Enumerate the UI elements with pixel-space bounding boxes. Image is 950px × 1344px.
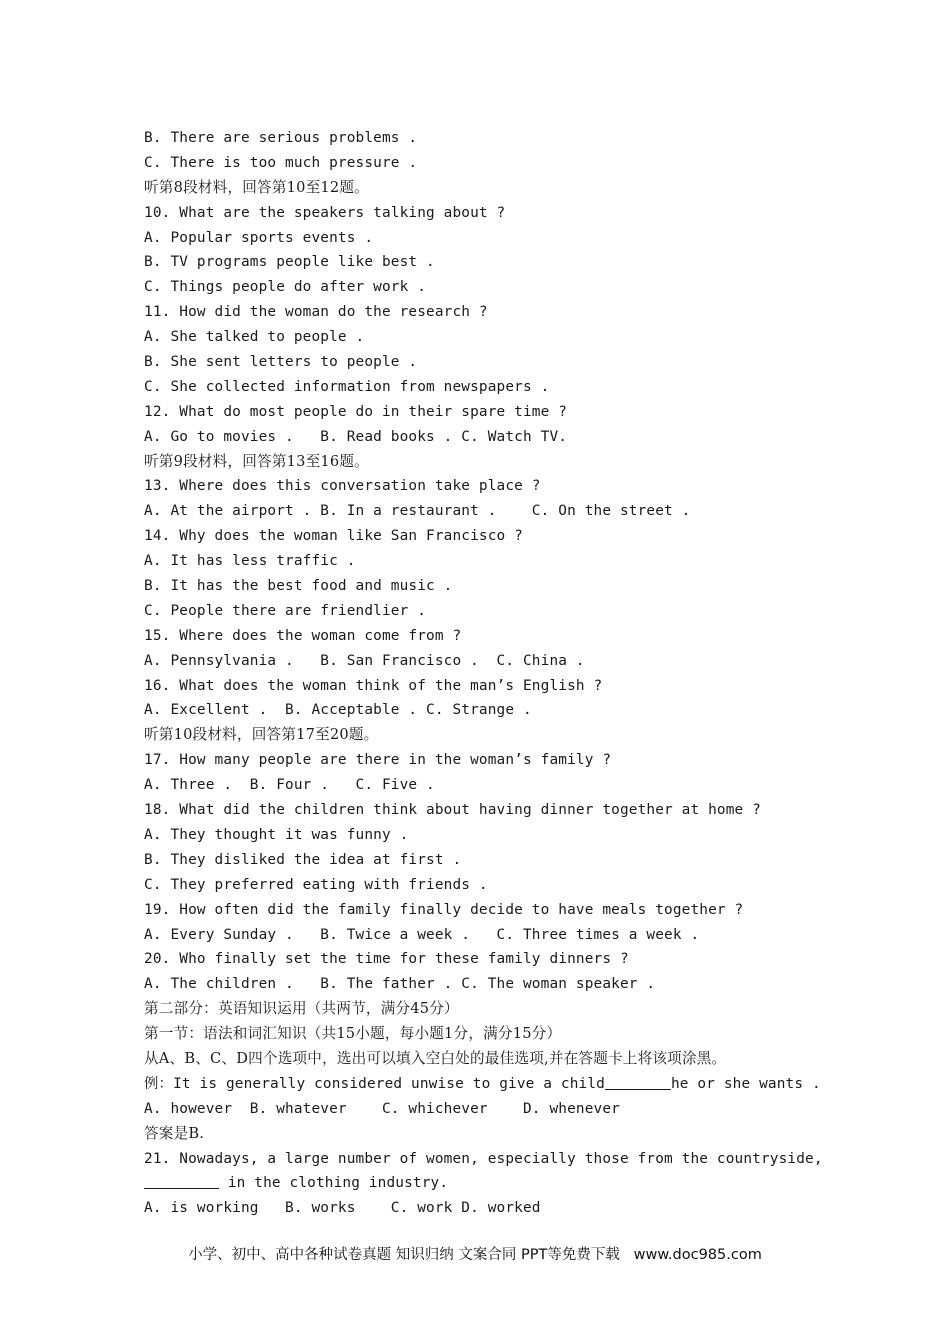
question-line: 12. What do most people do in their spare time ? bbox=[144, 403, 568, 420]
question-line: 19. How often did the family finally decide to have meals together ? bbox=[144, 901, 744, 918]
section-heading: 听第9段材料，回答第13至16题。 bbox=[144, 452, 369, 470]
answer-blank bbox=[605, 1074, 671, 1090]
question-continuation bbox=[144, 1171, 824, 1196]
section-heading: 第一节：语法和词汇知识（共15小题，每小题1分，满分15分） bbox=[144, 1025, 562, 1043]
option-line: A. She talked to people . bbox=[144, 329, 365, 346]
option-line: A. Pennsylvania . B. San Francisco . C. China . bbox=[144, 652, 585, 669]
instruction-line: 从A、B、C、D四个选项中，选出可以填入空白处的最佳选项,并在答题卡上将该项涂黑。 bbox=[144, 1049, 727, 1067]
option-line: A. Go to movies . B. Read books . C. Watch TV. bbox=[144, 428, 568, 445]
question-line: 18. What did the children think about having dinner together at home ? bbox=[144, 802, 761, 819]
option-line: A. Three . B. Four . C. Five . bbox=[144, 777, 435, 794]
question-line: 15. Where does the woman come from ? bbox=[144, 627, 462, 644]
option-line: A. The children . B. The father . C. The woman speaker . bbox=[144, 976, 656, 993]
option-line: A. Popular sports events . bbox=[144, 229, 374, 246]
example-text-before: 例：It is generally considered unwise to give a child bbox=[144, 1075, 605, 1092]
question-line: 20. Who finally set the time for these family dinners ? bbox=[144, 951, 629, 968]
option-line: B. They disliked the idea at first . bbox=[144, 851, 462, 868]
option-line: A. They thought it was funny . bbox=[144, 826, 409, 843]
example-line bbox=[144, 1072, 824, 1097]
question-line: 13. Where does this conversation take place ? bbox=[144, 478, 541, 495]
option-line: C. She collected information from newspapers . bbox=[144, 378, 550, 395]
question-text-after: in the clothing industry. bbox=[219, 1175, 449, 1192]
section-heading: 听第8段材料，回答第10至12题。 bbox=[144, 178, 369, 196]
option-line: B. TV programs people like best . bbox=[144, 254, 435, 271]
option-line: A. however B. whatever C. whichever D. whenever bbox=[144, 1100, 620, 1117]
question-line: 14. Why does the woman like San Francisco ? bbox=[144, 528, 523, 545]
option-line: A. is working B. works C. work D. worked bbox=[144, 1200, 541, 1217]
question-line: 16. What does the woman think of the man’s English ? bbox=[144, 677, 603, 694]
footer-banner: 小学、初中、高中各种试卷真题 知识归纳 文案合同 PPT等免费下载 www.doc985.com bbox=[188, 1247, 762, 1263]
exam-text bbox=[144, 126, 824, 1221]
question-line: 17. How many people are there in the woman’s family ? bbox=[144, 752, 612, 769]
option-line: C. Things people do after work . bbox=[144, 279, 427, 296]
answer-line: 答案是B. bbox=[144, 1124, 205, 1142]
option-line: A. At the airport . B. In a restaurant . C. On the street . bbox=[144, 503, 691, 520]
option-line: B. It has the best food and music . bbox=[144, 578, 453, 595]
example-text-after: he or she wants . bbox=[670, 1075, 821, 1092]
option-line: A. Every Sunday . B. Twice a week . C. Three times a week . bbox=[144, 926, 700, 943]
option-line: C. They preferred eating with friends . bbox=[144, 876, 488, 893]
part-heading: 第二部分：英语知识运用（共两节，满分45分） bbox=[144, 1000, 459, 1018]
answer-blank bbox=[144, 1173, 219, 1189]
question-line: 11. How did the woman do the research ? bbox=[144, 304, 488, 321]
section-heading: 听第10段材料，回答第17至20题。 bbox=[144, 726, 379, 744]
option-line: B. She sent letters to people . bbox=[144, 354, 418, 371]
option-line: C. People there are friendlier . bbox=[144, 602, 427, 619]
option-line: A. It has less traffic . bbox=[144, 553, 356, 570]
question-line: 10. What are the speakers talking about ? bbox=[144, 204, 506, 221]
question-line: 21. Nowadays, a large number of women, especially those from the countryside, bbox=[144, 1150, 823, 1167]
option-line: A. Excellent . B. Acceptable . C. Strange . bbox=[144, 702, 532, 719]
text-line: C. There is too much pressure . bbox=[144, 154, 418, 171]
text-line: B. There are serious problems . bbox=[144, 130, 418, 146]
